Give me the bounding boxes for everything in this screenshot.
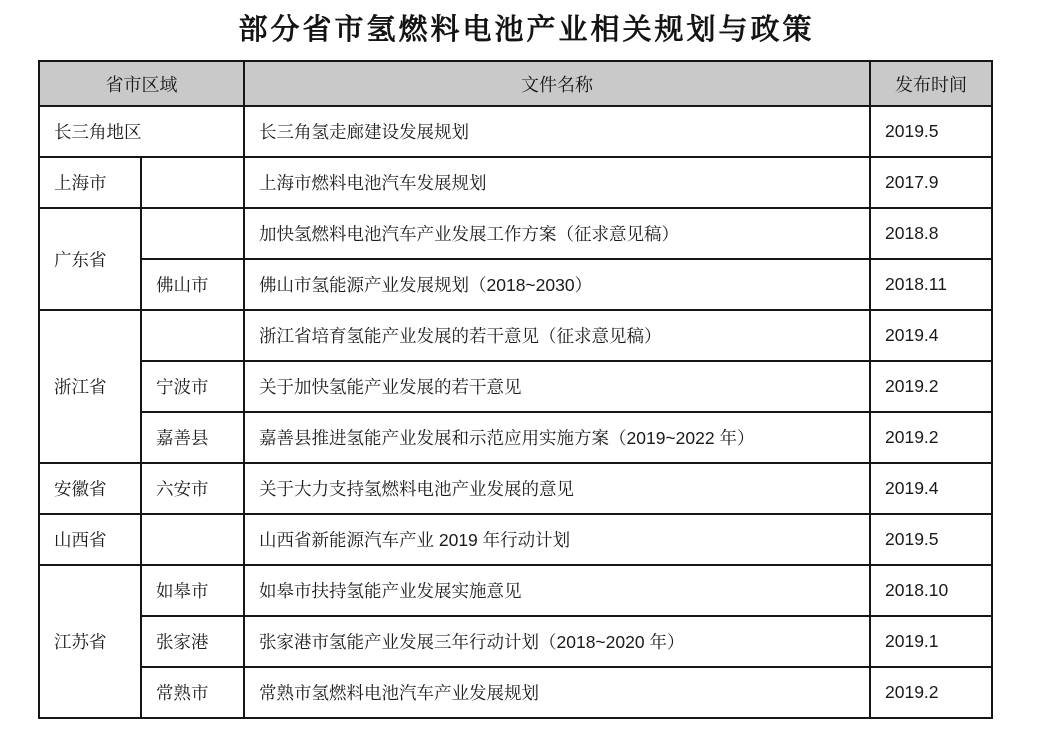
- header-document: 文件名称: [244, 61, 870, 106]
- cell-region: 广东省: [39, 208, 141, 310]
- cell-date: 2019.1: [870, 616, 992, 667]
- cell-document: 如皋市扶持氢能产业发展实施意见: [244, 565, 870, 616]
- cell-date: 2019.2: [870, 412, 992, 463]
- cell-city: [141, 157, 244, 208]
- cell-region: 山西省: [39, 514, 141, 565]
- cell-document: 关于加快氢能产业发展的若干意见: [244, 361, 870, 412]
- table-row: [39, 208, 992, 259]
- cell-region: 上海市: [39, 157, 141, 208]
- cell-document: 浙江省培育氢能产业发展的若干意见（征求意见稿）: [244, 310, 870, 361]
- cell-document: 张家港市氢能产业发展三年行动计划（2018~2020 年）: [244, 616, 870, 667]
- cell-document: 长三角氢走廊建设发展规划: [244, 106, 870, 157]
- table-row: [39, 157, 992, 208]
- cell-date: 2019.5: [870, 106, 992, 157]
- cell-document: 佛山市氢能源产业发展规划（2018~2030）: [244, 259, 870, 310]
- cell-city: [141, 208, 244, 259]
- cell-city: 嘉善县: [141, 412, 244, 463]
- cell-document: 嘉善县推进氢能产业发展和示范应用实施方案（2019~2022 年）: [244, 412, 870, 463]
- cell-city: 宁波市: [141, 361, 244, 412]
- header-region: 省市区域: [39, 61, 244, 106]
- cell-region: 安徽省: [39, 463, 141, 514]
- header-date: 发布时间: [870, 61, 992, 106]
- cell-city: 如皋市: [141, 565, 244, 616]
- cell-document: 加快氢燃料电池汽车产业发展工作方案（征求意见稿）: [244, 208, 870, 259]
- cell-region: 浙江省: [39, 310, 141, 463]
- cell-date: 2019.4: [870, 310, 992, 361]
- cell-date: 2019.4: [870, 463, 992, 514]
- table-row: [39, 412, 992, 463]
- cell-document: 常熟市氢燃料电池汽车产业发展规划: [244, 667, 870, 718]
- table-row: [39, 514, 992, 565]
- cell-date: 2018.11: [870, 259, 992, 310]
- table-row: [39, 667, 992, 718]
- cell-region: 江苏省: [39, 565, 141, 718]
- table-row: [39, 106, 992, 157]
- cell-date: 2018.8: [870, 208, 992, 259]
- cell-city: 佛山市: [141, 259, 244, 310]
- cell-city: 六安市: [141, 463, 244, 514]
- page-title: 部分省市氢燃料电池产业相关规划与政策: [238, 14, 815, 46]
- table-row: [39, 361, 992, 412]
- header-row: [39, 61, 992, 106]
- cell-city: 张家港: [141, 616, 244, 667]
- cell-city: 常熟市: [141, 667, 244, 718]
- cell-date: 2019.2: [870, 667, 992, 718]
- cell-date: 2019.2: [870, 361, 992, 412]
- table-row: [39, 463, 992, 514]
- table-row: [39, 616, 992, 667]
- table-row: [39, 259, 992, 310]
- cell-date: 2018.10: [870, 565, 992, 616]
- table-row: [39, 310, 992, 361]
- cell-document: 山西省新能源汽车产业 2019 年行动计划: [244, 514, 870, 565]
- table-row: [39, 565, 992, 616]
- cell-document: 上海市燃料电池汽车发展规划: [244, 157, 870, 208]
- cell-city: [141, 310, 244, 361]
- policy-table: [38, 60, 993, 719]
- cell-date: 2017.9: [870, 157, 992, 208]
- cell-region: 长三角地区: [39, 106, 244, 157]
- cell-city: [141, 514, 244, 565]
- cell-document: 关于大力支持氢燃料电池产业发展的意见: [244, 463, 870, 514]
- cell-date: 2019.5: [870, 514, 992, 565]
